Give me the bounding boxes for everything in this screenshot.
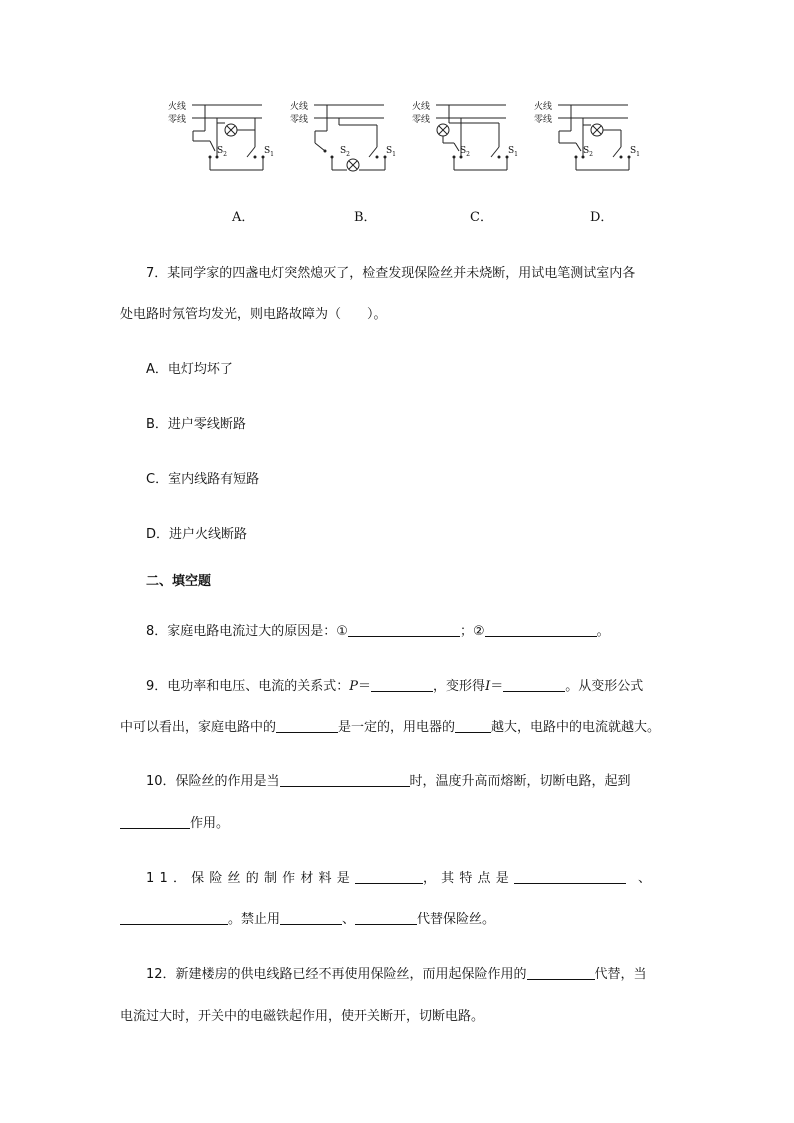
q11-text-c: 、 bbox=[637, 871, 651, 886]
q9-text-a: 9．电功率和电压、电流的关系式： bbox=[146, 679, 350, 694]
zero-wire-label: 零线 bbox=[534, 115, 553, 125]
q8-blank2[interactable] bbox=[485, 622, 597, 637]
q9-text-c: 。从变形公式 bbox=[565, 679, 644, 694]
q9-text-e: 是一定的，用电器的 bbox=[338, 720, 456, 735]
q8-blank1[interactable] bbox=[348, 622, 460, 637]
q7-option-a: A．电灯均坏了 bbox=[146, 362, 233, 377]
q9-text-f: 越大，电路中的电流就越大。 bbox=[491, 720, 661, 735]
switch-s2-sub: 2 bbox=[466, 150, 470, 158]
q8-text1: 8．家庭电路电流过大的原因是：① bbox=[146, 624, 348, 639]
switch-s2-sub: 2 bbox=[346, 150, 350, 158]
zero-wire-label: 零线 bbox=[412, 115, 431, 125]
q11-line2 bbox=[120, 908, 495, 927]
q7-line2: 处电路时氖管均发光，则电路故障为（ ）。 bbox=[120, 307, 387, 322]
q12-text-a: 12．新建楼房的供电线路已经不再使用保险丝，而用起保险作用的 bbox=[146, 967, 527, 982]
q9-blank1[interactable] bbox=[371, 677, 433, 692]
figure-option-b: B． bbox=[354, 210, 377, 225]
q11-line1 bbox=[146, 867, 651, 886]
q9-eq1: ＝ bbox=[358, 679, 372, 694]
q11-text-a: 11．保险丝的制作材料是 bbox=[146, 871, 355, 886]
q7-option-b: B．进户零线断路 bbox=[146, 417, 246, 432]
q11-blank4[interactable] bbox=[280, 910, 342, 925]
switch-s1-label: S bbox=[264, 146, 271, 156]
q12-text-b: 代替，当 bbox=[594, 967, 647, 982]
fire-wire-label: 火线 bbox=[412, 102, 431, 112]
q9-p-symbol: P bbox=[349, 679, 359, 694]
zero-wire-label: 零线 bbox=[290, 115, 309, 125]
q9-text-b: ，变形得 bbox=[433, 679, 486, 694]
q9-eq2: ＝ bbox=[490, 679, 504, 694]
q10-line1 bbox=[146, 770, 631, 789]
section-title: 二、填空题 bbox=[146, 574, 212, 589]
q9-blank4[interactable] bbox=[455, 718, 491, 733]
switch-s2-label: S bbox=[460, 146, 467, 156]
switch-s1-sub: 1 bbox=[270, 150, 274, 158]
switch-s2-sub: 2 bbox=[223, 150, 227, 158]
q12-line2: 电流过大时，开关中的电磁铁起作用，使开关断开，切断电路。 bbox=[120, 1009, 485, 1024]
fire-wire-label: 火线 bbox=[290, 102, 309, 112]
q11-text-d: 。禁止用 bbox=[228, 912, 281, 927]
figure-option-d: D． bbox=[590, 210, 614, 225]
figure-option-a: A． bbox=[232, 210, 255, 225]
switch-s2-label: S bbox=[340, 146, 347, 156]
q8-text2: ；② bbox=[459, 624, 485, 639]
q11-blank1[interactable] bbox=[355, 869, 423, 884]
q9-text-d: 中可以看出，家庭电路中的 bbox=[120, 720, 277, 735]
switch-s2-label: S bbox=[583, 146, 590, 156]
q11-blank3[interactable] bbox=[120, 910, 228, 925]
switch-s1-label: S bbox=[508, 146, 515, 156]
switch-s1-label: S bbox=[630, 146, 637, 156]
q7-line1: 7．某同学家的四盏电灯突然熄灭了，检查发现保险丝并未烧断，用试电笔测试室内各 bbox=[146, 266, 636, 281]
q9-i-symbol: I bbox=[485, 679, 491, 694]
q8-line bbox=[146, 620, 610, 639]
q12-blank1[interactable] bbox=[527, 965, 595, 980]
q11-blank2[interactable] bbox=[514, 869, 626, 884]
q9-blank2[interactable] bbox=[503, 677, 565, 692]
q11-blank5[interactable] bbox=[355, 910, 417, 925]
fire-wire-label: 火线 bbox=[534, 102, 553, 112]
q11-text-b: ，其特点是 bbox=[422, 871, 514, 886]
q7-option-c: C．室内线路有短路 bbox=[146, 472, 260, 487]
q10-text-a: 10．保险丝的作用是当 bbox=[146, 774, 280, 789]
q10-blank2[interactable] bbox=[120, 814, 190, 829]
switch-s1-label: S bbox=[386, 146, 393, 156]
switch-s2-sub: 2 bbox=[589, 150, 593, 158]
q10-text-c: 作用。 bbox=[190, 816, 230, 831]
q10-text-b: 时，温度升高而熔断，切断电路，起到 bbox=[409, 774, 631, 789]
q12-line1 bbox=[146, 963, 647, 982]
q8-text3: 。 bbox=[596, 624, 610, 639]
fire-wire-label: 火线 bbox=[168, 102, 187, 112]
q10-line2 bbox=[120, 812, 229, 831]
switch-s1-sub: 1 bbox=[392, 150, 396, 158]
q11-text-e: 、 bbox=[342, 912, 356, 927]
q9-blank3[interactable] bbox=[276, 718, 338, 733]
figure-option-c: C． bbox=[470, 210, 493, 225]
q9-line2 bbox=[120, 716, 660, 735]
q9-line1 bbox=[146, 675, 643, 694]
q11-text-f: 代替保险丝。 bbox=[417, 912, 496, 927]
zero-wire-label: 零线 bbox=[168, 115, 187, 125]
q7-option-d: D．进户火线断路 bbox=[146, 527, 248, 542]
q10-blank1[interactable] bbox=[280, 772, 410, 787]
switch-s1-sub: 1 bbox=[514, 150, 518, 158]
switch-s1-sub: 1 bbox=[636, 150, 640, 158]
switch-s2-label: S bbox=[217, 146, 224, 156]
